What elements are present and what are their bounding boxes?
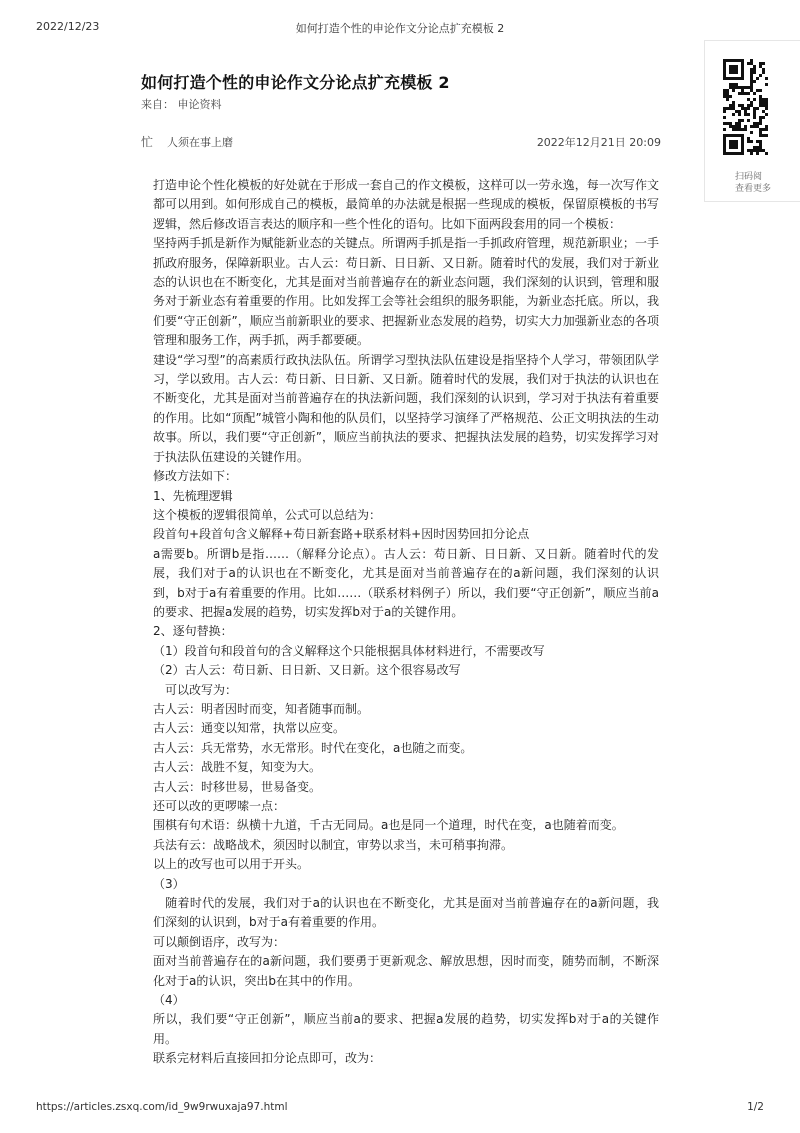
page-number: 1/2 (747, 1101, 764, 1113)
print-page-title: 如何打造个性的申论作文分论点扩充模板 2 (295, 22, 505, 35)
print-header (0, 20, 800, 36)
article-body (153, 176, 659, 1069)
article-title: 如何打造个性的申论作文分论点扩充模板 2 (141, 73, 450, 92)
qr-scan-label: 扫码阅 (735, 172, 763, 182)
paragraph: 古人云：时移世易，世易备变。 (153, 779, 322, 794)
paragraph: （1）段首句和段首句的含义解释这个只能根据具体材料进行，不需要改写 (153, 643, 545, 658)
paragraph: 这个模板的逻辑很简单，公式可以总结为： (153, 507, 382, 522)
article-source: 来自： 申论资料 (141, 98, 222, 111)
paragraph: 联系完材料后直接回扣分论点即可，改为： (153, 1051, 382, 1066)
paragraph: 面对当前普遍存在的a新问题，我们要勇于更新观念、解放思想，因时而变，随势而制，不断深化对于a的认识，突出b在其中的作用。 (153, 954, 659, 988)
paragraph: （4） (153, 993, 185, 1008)
print-url[interactable]: https://articles.zsxq.com/id_9w9rwuxaja97.html (36, 1101, 288, 1113)
qr-code-icon (723, 59, 768, 155)
author-avatar[interactable]: 忙 (141, 135, 154, 149)
paragraph: 古人云：明者因时而变，知者随事而制。 (153, 701, 370, 716)
paragraph: 以上的改写也可以用于开头。 (153, 857, 310, 872)
paragraph: a需要b。所谓b是指……（解释分论点）。古人云：苟日新、日日新、又日新。随着时代的发展，我们对于a的认识也在不断变化，尤其是面对当前普遍存在的a新问题，我们深刻的认识到，b对于a有着重要的作用。比如……（联系材料例子）所以，我们要“守正创新”，顺应当前a的要求、把握a发展的趋势，切实发挥b对于a的关键作用。 (153, 546, 659, 619)
paragraph: 兵法有云：战略战术，须因时以制宜，审势以求当，未可稍事拘滞。 (153, 837, 514, 852)
paragraph: 建设“学习型”的高素质行政执法队伍。所谓学习型执法队伍建设是指坚持个人学习，带领团队学习，学以致用。古人云：苟日新、日日新、又日新。随着时代的发展，我们对于执法的认识也在不断变化，尤其是面对当前普遍存在的执法新问题，我们深刻的认识到，学习对于执法有着重要的作用。比如“顶配”城管小陶和他的队员们，以坚持学习演绎了严格规范、公正文明执法的生动故事。所以，我们要“守正创新”，顺应当前执法的要求、把握执法发展的趋势，切实发挥学习对于执法队伍建设的关键作用。 (153, 352, 659, 464)
paragraph: 还可以改的更啰嗦一点： (153, 799, 286, 813)
paragraph: 可以颠倒语序，改写为： (153, 934, 286, 949)
paragraph: 可以改写为： (153, 682, 238, 697)
paragraph: 围棋有句术语：纵横十九道，千古无同局。a也是同一个道理，时代在变，a也随着而变。 (153, 818, 624, 833)
print-date: 2022/12/23 (36, 20, 100, 33)
paragraph: 打造申论个性化模板的好处就在于形成一套自己的作文模板，这样可以一劳永逸，每一次写作文都可以用到。如何形成自己的模板，最简单的办法就是根据一些现成的模板，保留原模板的书写逻辑，然后修改语言表达的顺序和一些个性化的语句。比如下面两段套用的同一个模板： (153, 178, 659, 231)
author-name[interactable]: 人须在事上磨 (167, 136, 233, 149)
qr-more-label[interactable]: 查看更多 (735, 184, 772, 194)
paragraph: （2）古人云：苟日新、日日新、又日新。这个很容易改写 (153, 663, 461, 678)
paragraph: 古人云：兵无常势，水无常形。时代在变化，a也随之而变。 (153, 740, 473, 755)
paragraph: 段首句+段首句含义解释+苟日新套路+联系材料+因时因势回扣分论点 (153, 527, 530, 542)
author-row (141, 134, 661, 150)
paragraph: （3） (153, 876, 185, 891)
paragraph: 所以，我们要“守正创新”，顺应当前a的要求、把握a发展的趋势，切实发挥b对于a的关键作用。 (153, 1012, 659, 1046)
paragraph: 修改方法如下： (153, 469, 238, 484)
paragraph: 坚持两手抓是新作为赋能新业态的关键点。所谓两手抓是指一手抓政府管理，规范新职业；一手抓政府服务，保障新职业。古人云：苟日新、日日新、又日新。随着时代的发展，我们对于新业态的认识也在不断变化，尤其是面对当前普遍存在的新业态问题，我们深刻的认识到，管理和服务对于新业态有着重要的作用。比如发挥工会等社会组织的服务职能，为新业态托底。所以，我们要“守正创新”，顺应当前新职业的要求、把握新业态发展的趋势，切实大力加强新业态的各项管理和服务工作，两手抓，两手都要硬。 (153, 236, 659, 348)
paragraph: 古人云：战胜不复，知变为大。 (153, 760, 322, 775)
paragraph: 1、先梳理逻辑 (153, 488, 233, 503)
print-footer (0, 1101, 800, 1117)
qr-code-panel[interactable] (704, 40, 800, 202)
paragraph: 古人云：通变以知常，执常以应变。 (153, 721, 346, 736)
paragraph: 2、逐句替换： (153, 624, 233, 639)
publish-time: 2022年12月21日 20:09 (536, 136, 661, 149)
paragraph: 随着时代的发展，我们对于a的认识也在不断变化，尤其是面对当前普遍存在的a新问题，我们深刻的认识到，b对于a有着重要的作用。 (153, 896, 659, 930)
